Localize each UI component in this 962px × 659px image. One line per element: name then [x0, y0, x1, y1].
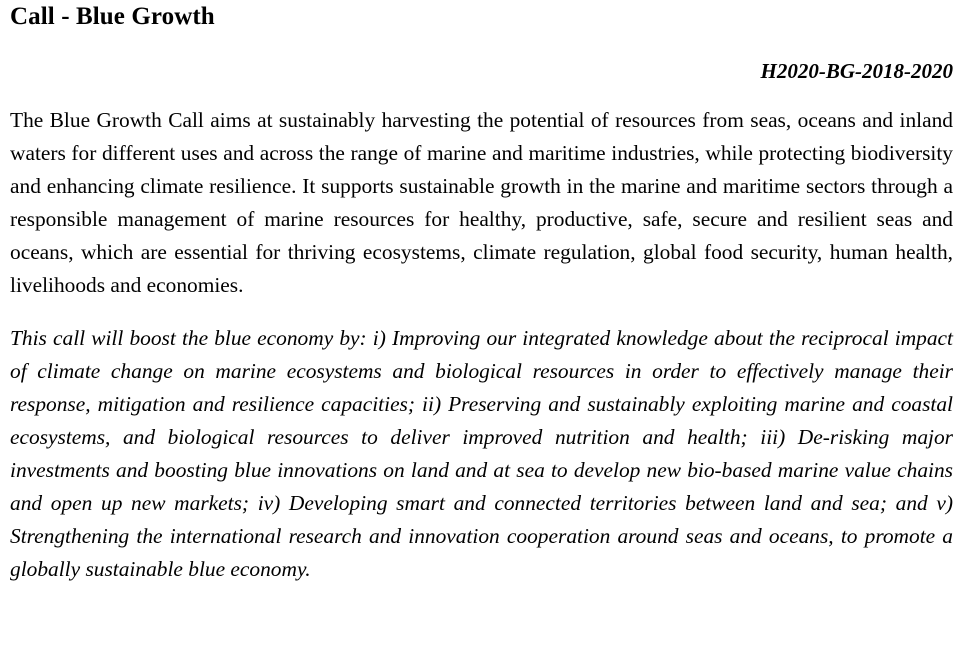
call-reference: H2020-BG-2018-2020 — [760, 59, 953, 83]
focus-paragraph: This call will boost the blue economy by: i) Improving our integrated knowledge about the reciprocal impact of climate change on marine ecosystems and biological resources in order to effectively manage their response, mitigation and resilience capacities; ii) Preserving and sustainably exploiting marine and coastal ecosystems, and biological resources to deliver improved nutrition and health; iii) De-risking major investments and boosting blue innovations on land and at sea to develop new bio-based marine value chains and open up new markets; iv) Developing smart and connected territories between land and sea; and v) Strengthening the international research and innovation cooperation around seas and oceans, to promote a globally sustainable blue economy. — [10, 326, 953, 581]
document-page — [10, 0, 953, 586]
page-title: Call - Blue Growth — [10, 3, 215, 30]
intro-paragraph: The Blue Growth Call aims at sustainably harvesting the potential of resources from seas, oceans and inland waters for different uses and across the range of marine and maritime industries, while protecting biodiversity and enhancing climate resilience. It supports sustainable growth in the marine and maritime sectors through a responsible management of marine resources for healthy, productive, safe, secure and resilient seas and oceans, which are essential for thriving ecosystems, climate regulation, global food security, human health, livelihoods and economies. — [10, 108, 953, 297]
